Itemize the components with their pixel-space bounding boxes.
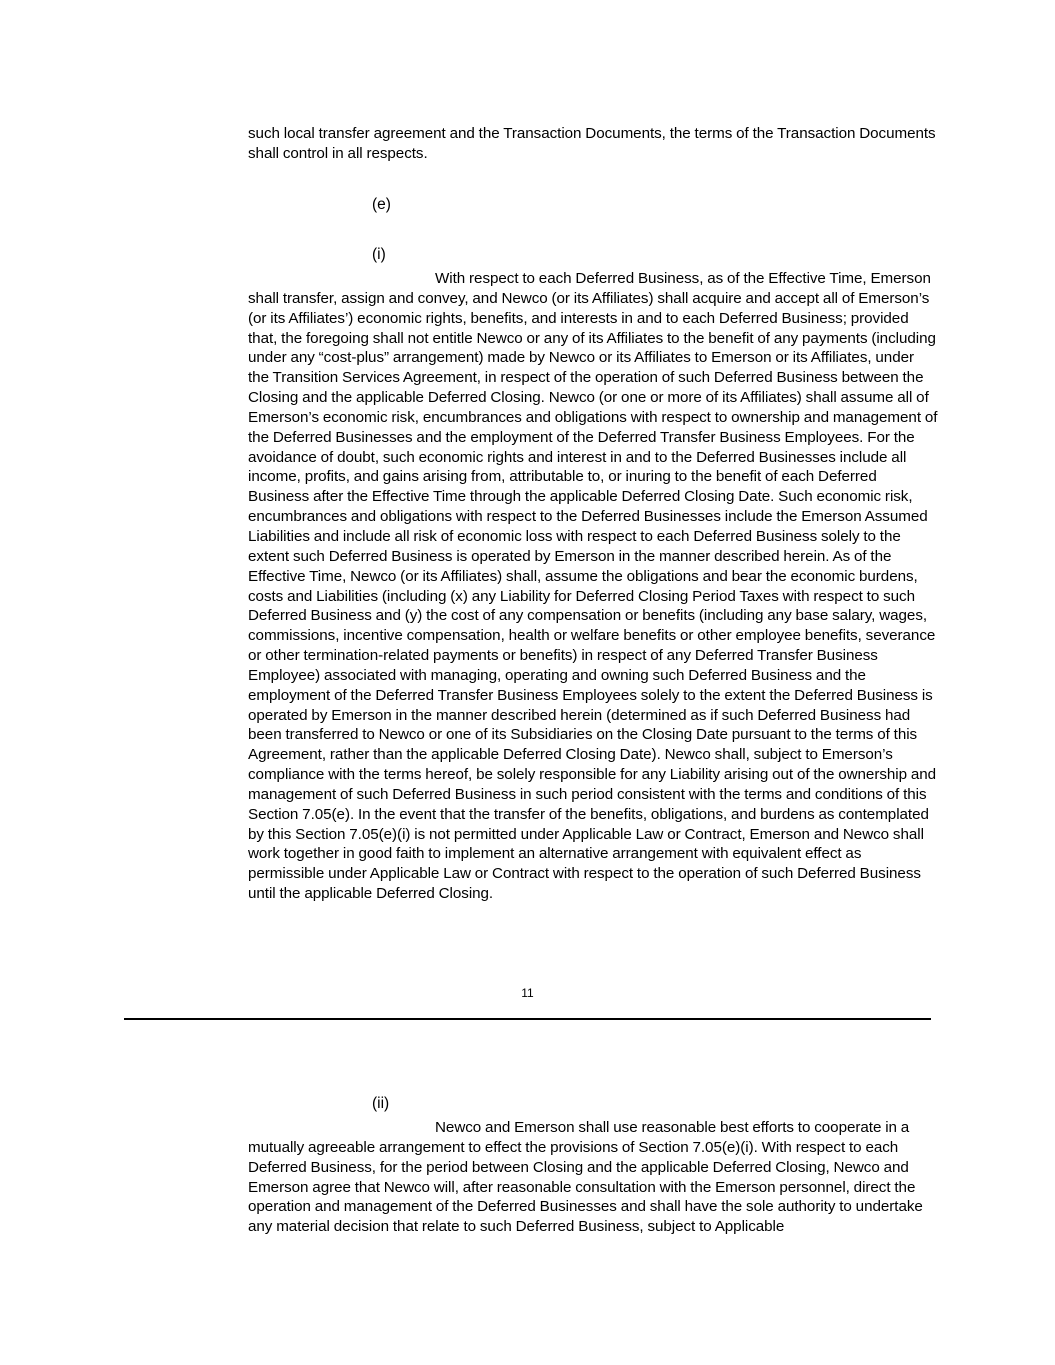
- continuation-paragraph: such local transfer agreement and the Transaction Documents, the terms of the Transaction Documents shall control in all respects.: [248, 125, 936, 162]
- page-number: 11: [521, 986, 534, 1000]
- clause-i-paragraph: With respect to each Deferred Business, as of the Effective Time, Emerson shall transfer, assign and convey, and Newco (or its Affiliates) shall acquire and accept all of Emerson’s (or its Affiliates’) economic rights, benefits, and interests in and to each Deferred Business; provided that, the foregoing shall not entitle Newco or any of its Affiliates to the benefit of any payments (including under any “cost-plus” arrangement) made by Newco or its Affiliates to Emerson or its Affiliates, under the Transition Services Agreement, in respect of the operation of such Deferred Business between the Closing and the applicable Deferred Closing. Newco (or one or more of its Affiliates) shall assume all of Emerson’s economic risk, encumbrances and obligations with respect to ownership and management of the Deferred Businesses and the employment of the Deferred Transfer Business Employees. For the avoidance of doubt, such economic rights and interest in and to the Deferred Businesses include all income, profits, and gains arising from, attributable to, or inuring to the benefit of each Deferred Business after the Effective Time through the applicable Deferred Closing Date. Such economic risk, encumbrances and obligations with respect to the Deferred Businesses include the Emerson Assumed Liabilities and include all risk of economic loss with respect to each Deferred Business solely to the extent such Deferred Business is operated by Emerson in the manner described herein. As of the Effective Time, Newco (or its Affiliates) shall, assume the obligations and bear the economic burdens, costs and Liabilities (including (x) any Liability for Deferred Closing Period Taxes with respect to such Deferred Business and (y) the cost of any compensation or benefits (including any base salary, wages, commissions, incentive compensation, health or welfare benefits or other employee benefits, severance or other termination-related payments or benefits) in respect of any Deferred Transfer Business Employee) associated with managing, operating and owning such Deferred Business and the employment of the Deferred Transfer Business Employees solely to the extent the Deferred Business is operated by Emerson in the manner described herein (determined as if such Deferred Business had been transferred to Newco or one of its Subsidiaries on the Closing Date pursuant to the terms of this Agreement, rather than the applicable Deferred Closing Date). Newco shall, subject to Emerson’s compliance with the terms hereof, be solely responsible for any Liability arising out of the ownership and management of such Deferred Business in such period consistent with the terms and conditions of this Section 7.05(e). In the event that the transfer of the benefits, obligations, and burdens as contemplated by this Section 7.05(e)(i) is not permitted under Applicable Law or Contract, Emerson and Newco shall work together in good faith to implement an alternative arrangement with equivalent effect as permissible under Applicable Law or Contract with respect to the operation of such Deferred Business until the applicable Deferred Closing.: [248, 270, 938, 903]
- clause-e-label: (e): [372, 196, 391, 213]
- clause-i-label: (i): [372, 246, 386, 263]
- page-break-divider: [124, 1018, 931, 1020]
- clause-ii-paragraph: Newco and Emerson shall use reasonable best efforts to cooperate in a mutually agreeable arrangement to effect the provisions of Section 7.05(e)(i). With respect to each Deferred Business, for the period between Closing and the applicable Deferred Closing, Newco and Emerson agree that Newco will, after reasonable consultation with the Emerson personnel, direct the operation and management of the Deferred Businesses and shall have the sole authority to undertake any material decision that relate to such Deferred Business, subject to Applicable: [248, 1119, 923, 1236]
- clause-ii-label: (ii): [372, 1095, 390, 1112]
